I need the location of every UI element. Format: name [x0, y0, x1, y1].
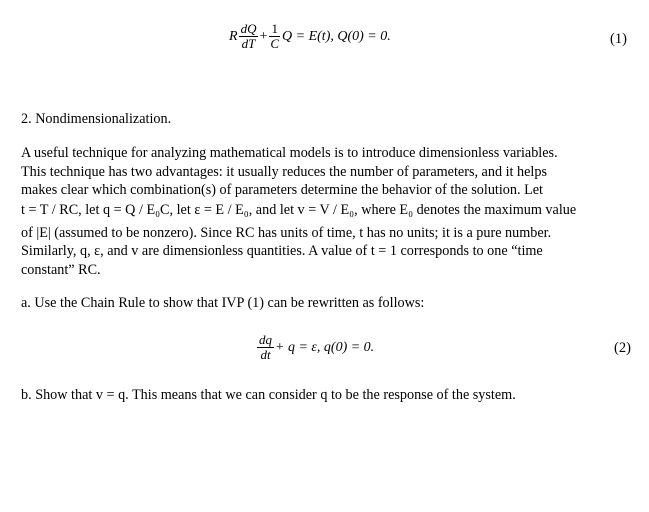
paragraph-line-1: A useful technique for analyzing mathematical models is to introduce dimensionless variables.: [21, 145, 558, 161]
eq1-derivative-fraction: [239, 22, 259, 51]
equation-2: [256, 333, 374, 362]
equation-1-number: (1): [610, 31, 627, 47]
part-b-text: b. Show that v = q. This means that we can consider q to be the response of the system.: [21, 387, 516, 403]
equation-1: [229, 22, 391, 51]
equation-2-number: (2): [614, 340, 631, 356]
eq1-plus: +: [259, 28, 268, 44]
paragraph-line-2: This technique has two advantages: it usually reduces the number of parameters, and it helps: [21, 164, 547, 180]
eq1-coefficient: R: [229, 28, 238, 44]
eq2-frac-numerator: dq: [259, 332, 272, 347]
eq1-capacitance-fraction: [268, 22, 281, 51]
eq2-derivative-fraction: [257, 333, 274, 362]
paragraph-line-6: Similarly, q, ε, and v are dimensionless quantities. A value of t = 1 corresponds to one “time: [21, 243, 543, 259]
eq1-frac1-numerator: dQ: [240, 21, 257, 36]
section-heading: 2. Nondimensionalization.: [21, 111, 172, 127]
part-a-text: a. Use the Chain Rule to show that IVP (1) can be rewritten as follows:: [21, 295, 425, 311]
eq1-frac2-numerator: 1: [271, 21, 278, 36]
eq1-rest: Q = E(t), Q(0) = 0.: [282, 28, 391, 44]
eq1-frac1-denominator: dT: [241, 36, 256, 51]
eq2-frac-denominator: dt: [260, 347, 271, 362]
eq2-rest: + q = ε, q(0) = 0.: [275, 339, 375, 355]
paragraph-line-3: makes clear which combination(s) of parameters determine the behavior of the solution. Let: [21, 182, 543, 198]
eq1-frac2-denominator: C: [270, 36, 280, 51]
paragraph-line-5: of |E| (assumed to be nonzero). Since RC has units of time, t has no units; it is a pure number.: [21, 225, 552, 241]
paragraph-line-4: t = T / RC, let q = Q / E₀C, let ε = E / E₀, and let v = V / E₀, where E₀ denotes the maximum value: [21, 202, 577, 218]
paragraph-line-7: constant” RC.: [21, 262, 101, 278]
